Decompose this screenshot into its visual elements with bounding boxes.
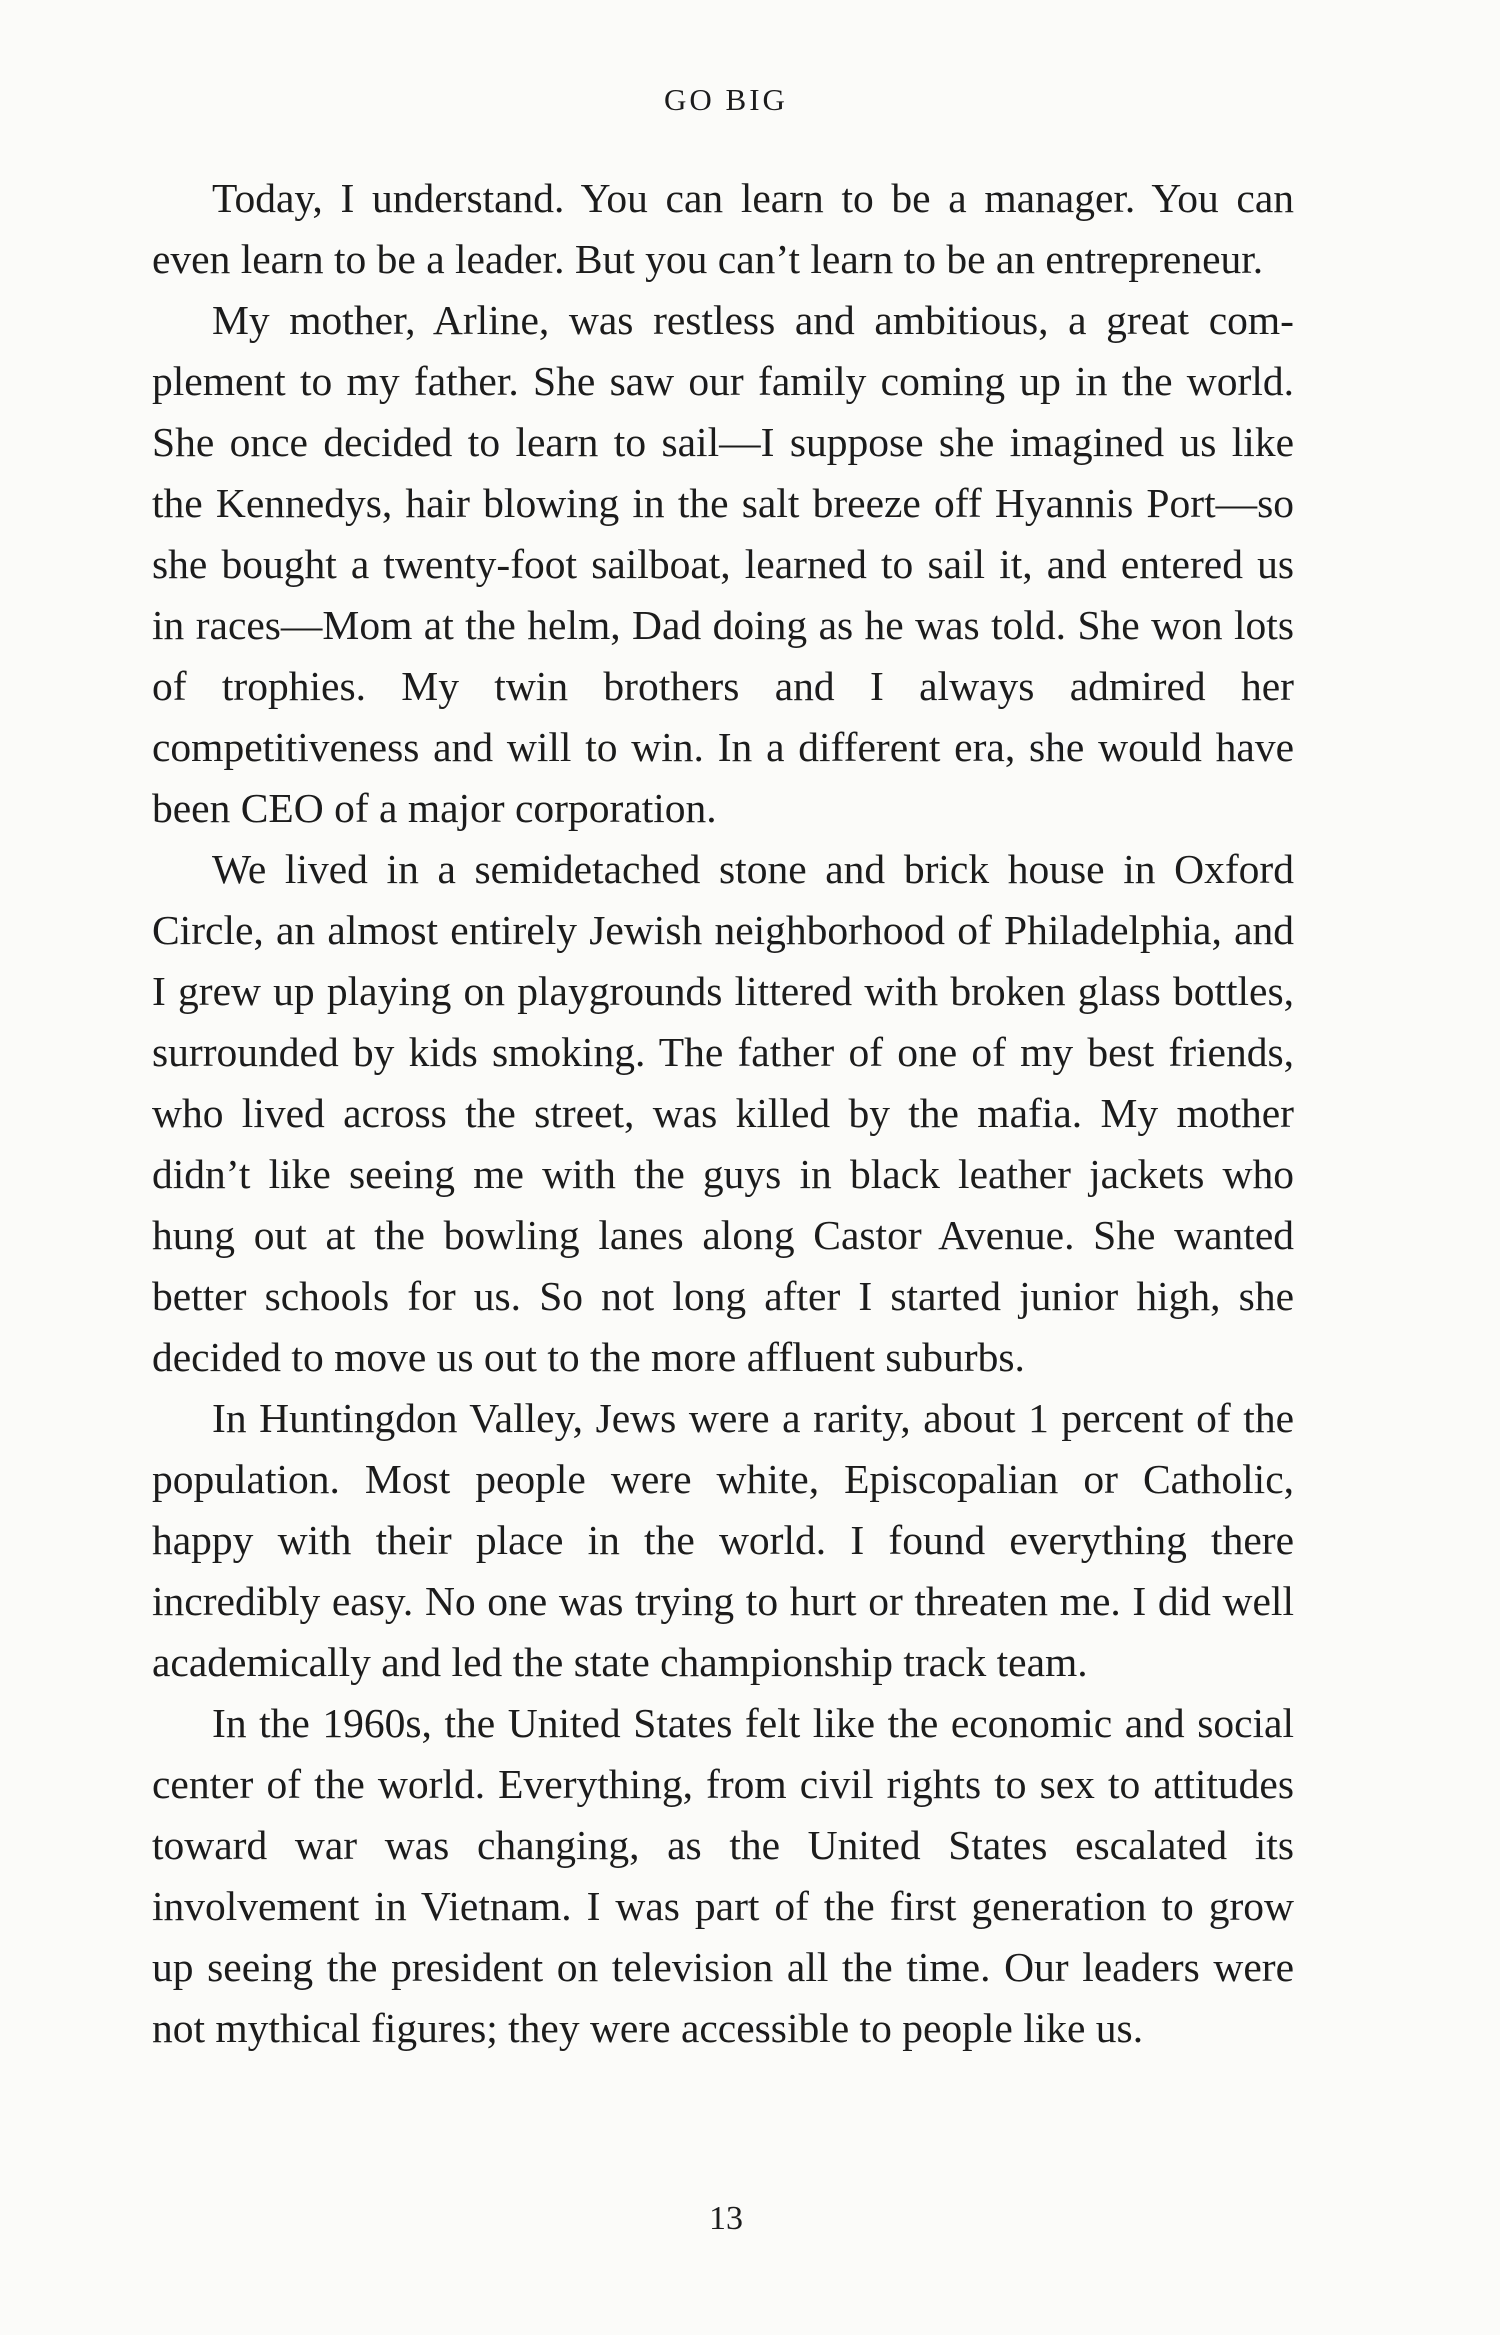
paragraph: Today, I understand. You can learn to be a manager. You can even learn to be a leader. But you can’t learn to be an entrepreneur. — [152, 175, 1294, 282]
paragraph: In Huntingdon Valley, Jews were a rarity, about 1 percent of the population. Most people were white, Episcopalian or Catholic, happy with their place in the world. I found everything there incredibly easy. No one was trying to hurt or threaten me. I did well academically and led the state championship track team. — [152, 1395, 1294, 1685]
body-text — [152, 168, 1294, 2059]
running-head: GO BIG — [664, 82, 788, 117]
page-number: 13 — [709, 2200, 743, 2237]
paragraph: In the 1960s, the United States felt like the economic and social center of the world. Everything, from civil rights to sex to attitudes toward war was changing, as the United States escalated its involvement in Vietnam. I was part of the first generation to grow up seeing the president on television all the time. Our leaders were not mythical figures; they were accessible to people like us. — [152, 1700, 1294, 2051]
paragraph: We lived in a semidetached stone and brick house in Oxford Circle, an almost entirely Jewish neighborhood of Philadelphia, and I grew up playing on playgrounds littered with broken glass bottles, surrounded by kids smoking. The father of one of my best friends, who lived across the street, was killed by the mafia. My mother didn’t like seeing me with the guys in black leather jackets who hung out at the bowling lanes along Castor Avenue. She wanted better schools for us. So not long after I started junior high, she decided to move us out to the more affluent suburbs. — [152, 846, 1294, 1380]
paragraph: My mother, Arline, was restless and ambitious, a great complement to my father. She saw our family coming up in the world. She once decided to learn to sail—I suppose she imagined us like the Kennedys, hair blowing in the salt breeze off Hyannis Port—so she bought a twenty-foot sailboat, learned to sail it, and entered us in races—Mom at the helm, Dad doing as he was told. She won lots of trophies. My twin brothers and I always admired her competitiveness and will to win. In a different era, she would have been CEO of a major corporation. — [152, 297, 1294, 831]
